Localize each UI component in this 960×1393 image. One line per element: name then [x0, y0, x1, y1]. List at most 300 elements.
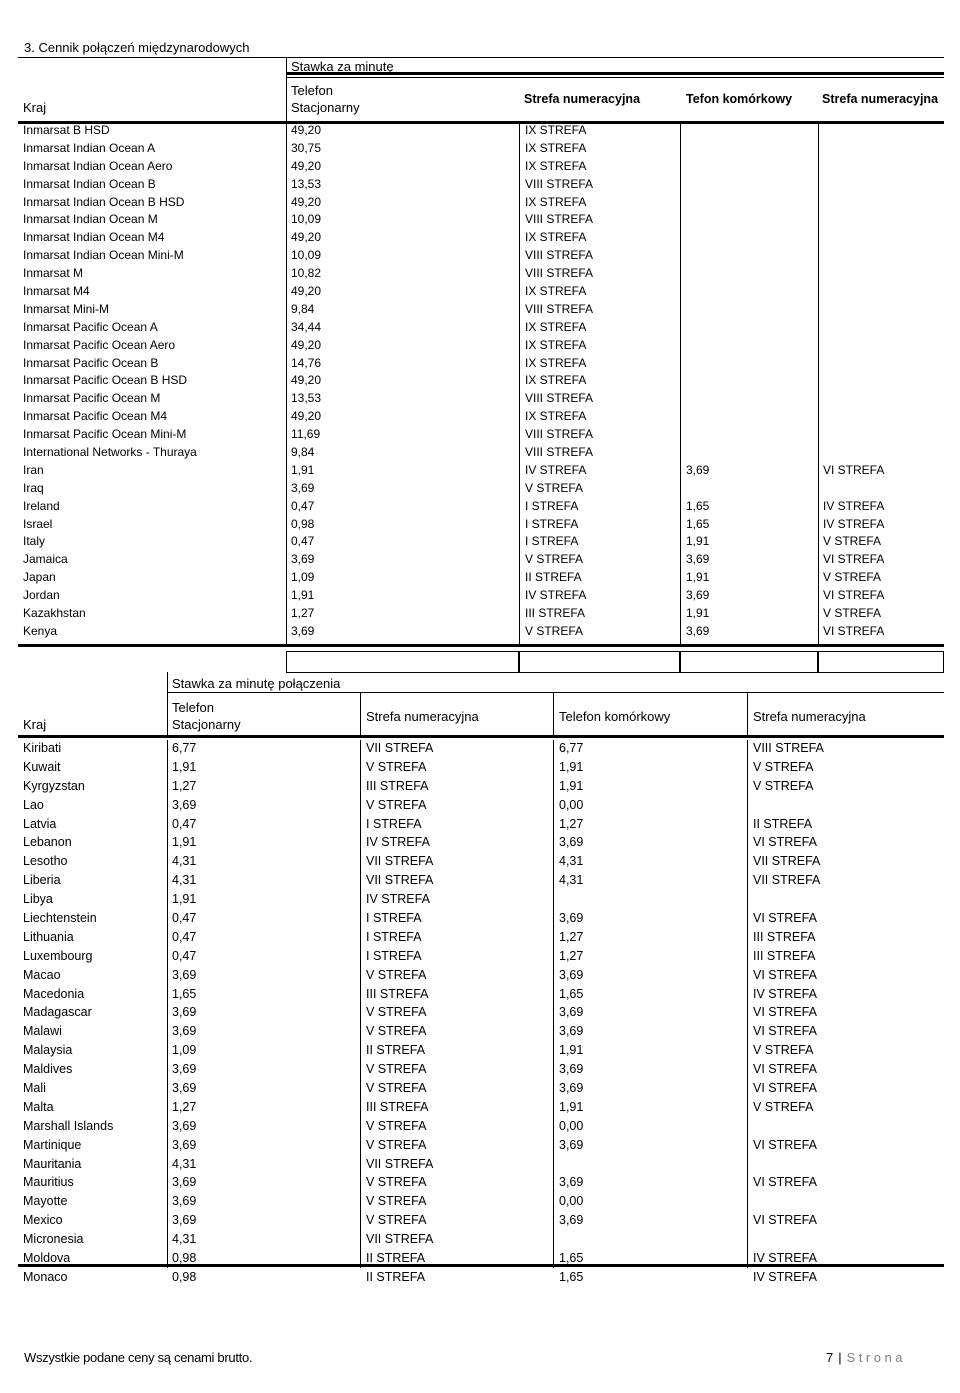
mobile-rate-cell: 6,77 [559, 741, 584, 755]
table-row [18, 587, 944, 605]
landline-zone-cell: V STREFA [525, 480, 584, 495]
mobile-zone-cell: VII STREFA [753, 873, 821, 888]
landline-rate-cell: 1,27 [291, 606, 315, 621]
mobile-zone-cell: VI STREFA [753, 1081, 817, 1096]
country-cell: Inmarsat Indian Ocean B HSD [23, 194, 185, 209]
mobile-zone-cell: VI STREFA [753, 1024, 817, 1039]
mobile-zone-cell: VI STREFA [753, 1137, 817, 1152]
table-row [18, 1137, 944, 1156]
mobile-zone-cell: VIII STREFA [753, 741, 824, 755]
landline-rate-cell: 3,69 [172, 1194, 197, 1209]
country-cell: Moldova [23, 1251, 71, 1266]
landline-zone-cell: IX STREFA [525, 158, 587, 173]
table-row [18, 1099, 944, 1118]
country-cell: Martinique [23, 1137, 82, 1152]
landline-rate-cell: 1,91 [172, 759, 197, 774]
mobile-zone-cell: VI STREFA [753, 967, 817, 982]
landline-zone-cell: IX STREFA [525, 140, 587, 155]
landline-rate-cell: 14,76 [291, 355, 322, 370]
mobile-rate-cell: 1,65 [559, 1269, 584, 1284]
landline-rate-cell: 49,20 [291, 284, 322, 299]
landline-rate-cell: 9,84 [291, 445, 315, 460]
table-row [18, 533, 944, 551]
mobile-zone-cell: V STREFA [753, 1043, 814, 1058]
country-cell: Mauritius [23, 1175, 74, 1190]
country-cell: Inmarsat Indian Ocean B [23, 176, 156, 191]
landline-rate-cell: 4,31 [172, 854, 197, 869]
landline-zone-cell: VII STREFA [366, 1156, 434, 1171]
table-row [18, 265, 944, 283]
country-cell: Inmarsat M4 [23, 284, 90, 299]
table-row [18, 1004, 944, 1023]
header-zone-landline: Strefa numeracyjna [366, 709, 479, 724]
mobile-rate-cell: 3,69 [559, 1005, 584, 1020]
landline-rate-cell: 9,84 [291, 301, 315, 316]
mobile-rate-cell: 1,91 [559, 759, 584, 774]
landline-rate-cell: 1,27 [172, 778, 197, 793]
landline-zone-cell: IX STREFA [525, 194, 587, 209]
landline-rate-cell: 3,69 [172, 1118, 197, 1133]
country-cell: Mali [23, 1081, 46, 1096]
table-row [18, 301, 944, 319]
landline-rate-cell: 4,31 [172, 1232, 197, 1247]
mobile-rate-cell: 3,69 [559, 911, 584, 926]
landline-rate-cell: 49,20 [291, 194, 322, 209]
landline-zone-cell: IV STREFA [366, 892, 430, 907]
country-cell: Macao [23, 967, 61, 982]
landline-zone-cell: II STREFA [366, 1043, 426, 1058]
header-zone-mobile: Strefa numeracyjna [753, 709, 866, 724]
mobile-rate-cell: 1,65 [686, 498, 710, 513]
landline-rate-cell: 49,20 [291, 337, 322, 352]
table-row [18, 1118, 944, 1137]
country-cell: Kenya [23, 623, 58, 638]
page-word: Strona [846, 1350, 906, 1365]
mobile-rate-cell: 3,69 [559, 1137, 584, 1152]
country-cell: Iran [23, 462, 44, 477]
landline-rate-cell: 3,69 [172, 1137, 197, 1152]
table-row [18, 1042, 944, 1061]
landline-rate-cell: 3,69 [291, 480, 315, 495]
table-row [18, 551, 944, 569]
country-cell: Iraq [23, 480, 44, 495]
country-cell: Luxembourg [23, 948, 93, 963]
landline-zone-cell: VIII STREFA [525, 445, 594, 460]
landline-zone-cell: IX STREFA [525, 355, 587, 370]
table-row [18, 1061, 944, 1080]
country-cell: Macedonia [23, 986, 85, 1001]
country-cell: Inmarsat Indian Ocean M4 [23, 230, 165, 245]
landline-zone-cell: IV STREFA [366, 835, 430, 850]
mobile-rate-cell: 1,91 [686, 534, 710, 549]
header-landline: Telefon [291, 83, 333, 98]
mobile-rate-cell: 3,69 [559, 1213, 584, 1228]
landline-rate-cell: 34,44 [291, 319, 322, 334]
landline-zone-cell: V STREFA [366, 1175, 427, 1190]
table-row [18, 408, 944, 426]
landline-rate-cell: 11,69 [291, 427, 321, 442]
table-row [18, 390, 944, 408]
landline-rate-cell: 1,91 [291, 462, 315, 477]
landline-rate-cell: 10,09 [291, 212, 322, 227]
landline-zone-cell: IX STREFA [525, 230, 587, 245]
table-row [18, 1080, 944, 1099]
country-cell: Malawi [23, 1024, 62, 1039]
table-row [18, 967, 944, 986]
landline-zone-cell: I STREFA [366, 816, 422, 831]
mobile-zone-cell: V STREFA [753, 1099, 814, 1114]
mobile-rate-cell: 1,65 [559, 986, 584, 1001]
table-row [18, 158, 944, 176]
country-cell: Inmarsat Pacific Ocean M4 [23, 409, 168, 424]
table-row [18, 498, 944, 516]
landline-zone-cell: I STREFA [525, 516, 579, 531]
landline-zone-cell: V STREFA [366, 1081, 427, 1096]
mobile-rate-cell: 1,27 [559, 929, 584, 944]
country-cell: Lesotho [23, 854, 68, 869]
country-cell: Libya [23, 892, 53, 907]
country-cell: Inmarsat Pacific Ocean M [23, 391, 161, 406]
landline-zone-cell: V STREFA [366, 1024, 427, 1039]
header-rate-per-minute: Stawka za minutę połączenia [172, 676, 341, 691]
landline-rate-cell: 3,69 [172, 797, 197, 812]
table-row [18, 372, 944, 390]
table-row [18, 1156, 944, 1175]
landline-zone-cell: VIII STREFA [525, 248, 594, 263]
table-row [18, 1212, 944, 1231]
landline-rate-cell: 0,47 [172, 911, 197, 926]
table-footer-row [18, 644, 944, 675]
table-row [18, 462, 944, 480]
table-row [18, 247, 944, 265]
landline-rate-cell: 4,31 [172, 1156, 197, 1171]
landline-rate-cell: 13,53 [291, 176, 322, 191]
landline-rate-cell: 0,47 [172, 948, 197, 963]
landline-zone-cell: II STREFA [366, 1269, 426, 1284]
landline-rate-cell: 3,69 [172, 967, 197, 982]
landline-rate-cell: 1,91 [172, 892, 197, 907]
mobile-zone-cell: VI STREFA [753, 911, 817, 926]
country-cell: Israel [23, 516, 53, 531]
header-zone-mobile: Strefa numeracyjna [822, 92, 939, 106]
landline-zone-cell: I STREFA [366, 948, 422, 963]
mobile-rate-cell: 1,91 [686, 570, 710, 585]
mobile-zone-cell: IV STREFA [753, 1269, 817, 1284]
mobile-rate-cell: 1,91 [559, 1099, 584, 1114]
table-row [18, 480, 944, 498]
price-table-2 [18, 672, 944, 1284]
landline-zone-cell: I STREFA [525, 534, 579, 549]
table-row [18, 740, 944, 759]
mobile-rate-cell: 1,27 [559, 816, 584, 831]
landline-rate-cell: 3,69 [172, 1062, 197, 1077]
table-row [18, 948, 944, 967]
table-header [18, 672, 944, 740]
table-body [18, 122, 944, 641]
landline-rate-cell: 1,09 [291, 570, 315, 585]
landline-zone-cell: V STREFA [525, 623, 584, 638]
mobile-zone-cell: V STREFA [823, 606, 882, 621]
landline-rate-cell: 49,20 [291, 158, 322, 173]
mobile-rate-cell: 3,69 [559, 835, 584, 850]
landline-rate-cell: 1,91 [291, 588, 315, 603]
country-cell: Inmarsat Pacific Ocean A [23, 319, 158, 334]
landline-rate-cell: 3,69 [291, 552, 315, 567]
mobile-rate-cell: 3,69 [686, 462, 710, 477]
landline-zone-cell: II STREFA [366, 1251, 426, 1266]
mobile-zone-cell: VII STREFA [753, 854, 821, 869]
country-cell: Madagascar [23, 1005, 92, 1020]
country-cell: Kazakhstan [23, 606, 86, 621]
mobile-zone-cell: V STREFA [823, 534, 882, 549]
table-body [18, 740, 944, 1288]
header-mobile: Telefon komórkowy [559, 709, 671, 724]
landline-zone-cell: VII STREFA [366, 873, 434, 888]
mobile-rate-cell: 1,91 [559, 778, 584, 793]
country-cell: Malaysia [23, 1043, 73, 1058]
mobile-rate-cell: 0,00 [559, 1194, 584, 1209]
mobile-zone-cell: IV STREFA [823, 516, 885, 531]
landline-zone-cell: I STREFA [525, 498, 579, 513]
country-cell: Marshall Islands [23, 1118, 114, 1133]
landline-zone-cell: III STREFA [366, 1099, 429, 1114]
page-separator: | [838, 1350, 842, 1365]
table-row [18, 194, 944, 212]
landline-zone-cell: V STREFA [366, 759, 427, 774]
table-header [18, 57, 944, 124]
landline-rate-cell: 1,65 [172, 986, 197, 1001]
country-cell: Italy [23, 534, 46, 549]
country-cell: Inmarsat Pacific Ocean B HSD [23, 373, 188, 388]
landline-zone-cell: IV STREFA [525, 588, 587, 603]
table-row [18, 319, 944, 337]
landline-zone-cell: V STREFA [366, 1062, 427, 1077]
landline-rate-cell: 49,20 [291, 373, 322, 388]
mobile-rate-cell: 3,69 [686, 552, 710, 567]
table-row [18, 1193, 944, 1212]
landline-rate-cell: 6,77 [172, 741, 197, 755]
table-row [18, 910, 944, 929]
mobile-zone-cell: VI STREFA [753, 1062, 817, 1077]
country-cell: Malta [23, 1099, 54, 1114]
country-cell: Kuwait [23, 759, 61, 774]
landline-rate-cell: 3,69 [172, 1005, 197, 1020]
table-row [18, 211, 944, 229]
header-country: Kraj [23, 100, 47, 115]
landline-rate-cell: 3,69 [291, 623, 315, 638]
page-number [826, 1350, 906, 1365]
table-row [18, 229, 944, 247]
country-cell: Ireland [23, 498, 60, 513]
mobile-rate-cell: 4,31 [559, 854, 584, 869]
landline-zone-cell: V STREFA [366, 1213, 427, 1228]
mobile-zone-cell: V STREFA [823, 570, 882, 585]
mobile-zone-cell: IV STREFA [823, 498, 885, 513]
landline-zone-cell: VII STREFA [366, 741, 434, 755]
country-cell: Kyrgyzstan [23, 778, 85, 793]
country-cell: Jamaica [23, 552, 68, 567]
landline-zone-cell: VIII STREFA [525, 391, 594, 406]
mobile-zone-cell: VI STREFA [823, 588, 885, 603]
country-cell: Mexico [23, 1213, 63, 1228]
section-title: 3. Cennik połączeń międzynarodowych [24, 40, 250, 55]
landline-zone-cell: III STREFA [525, 606, 586, 621]
country-cell: Inmarsat B HSD [23, 123, 110, 137]
table-row [18, 516, 944, 534]
landline-rate-cell: 49,20 [291, 230, 322, 245]
mobile-rate-cell: 1,91 [686, 606, 710, 621]
table-row [18, 797, 944, 816]
table-row [18, 1269, 944, 1288]
table-row [18, 929, 944, 948]
table-row [18, 140, 944, 158]
landline-zone-cell: V STREFA [366, 1118, 427, 1133]
header-zone-landline: Strefa numeracyjna [524, 92, 641, 106]
table-row [18, 122, 944, 140]
landline-rate-cell: 0,47 [291, 534, 315, 549]
table-row [18, 1174, 944, 1193]
table-row [18, 853, 944, 872]
landline-rate-cell: 3,69 [172, 1175, 197, 1190]
landline-rate-cell: 3,69 [172, 1081, 197, 1096]
mobile-rate-cell: 0,00 [559, 797, 584, 812]
footer-note: Wszystkie podane ceny są cenami brutto. [24, 1350, 253, 1365]
country-cell: Liberia [23, 873, 61, 888]
mobile-zone-cell: III STREFA [753, 929, 816, 944]
landline-zone-cell: V STREFA [366, 1194, 427, 1209]
table-row [18, 872, 944, 891]
country-cell: Inmarsat Pacific Ocean Mini-M [23, 427, 187, 442]
mobile-zone-cell: VI STREFA [823, 552, 885, 567]
landline-rate-cell: 0,98 [172, 1269, 197, 1284]
landline-rate-cell: 30,75 [291, 140, 322, 155]
landline-zone-cell: V STREFA [525, 552, 584, 567]
mobile-rate-cell: 1,91 [559, 1043, 584, 1058]
mobile-rate-cell: 3,69 [559, 1081, 584, 1096]
table-row [18, 444, 944, 462]
table-row [18, 569, 944, 587]
landline-rate-cell: 13,53 [291, 391, 322, 406]
mobile-zone-cell: VI STREFA [753, 835, 817, 850]
landline-zone-cell: V STREFA [366, 1005, 427, 1020]
landline-rate-cell: 3,69 [172, 1213, 197, 1228]
country-cell: Latvia [23, 816, 57, 831]
table-row [18, 759, 944, 778]
mobile-zone-cell: VI STREFA [753, 1005, 817, 1020]
mobile-zone-cell: III STREFA [753, 948, 816, 963]
landline-rate-cell: 3,69 [172, 1024, 197, 1039]
mobile-zone-cell: IV STREFA [753, 1251, 817, 1266]
mobile-zone-cell: VI STREFA [823, 462, 885, 477]
mobile-zone-cell: VI STREFA [753, 1213, 817, 1228]
mobile-zone-cell: II STREFA [753, 816, 813, 831]
landline-zone-cell: VIII STREFA [525, 427, 594, 442]
table-row [18, 816, 944, 835]
country-cell: Inmarsat Indian Ocean Aero [23, 158, 173, 173]
landline-rate-cell: 0,98 [291, 516, 315, 531]
landline-rate-cell: 0,47 [172, 929, 197, 944]
table-row [18, 623, 944, 641]
landline-zone-cell: I STREFA [366, 929, 422, 944]
landline-rate-cell: 4,31 [172, 873, 197, 888]
landline-zone-cell: IX STREFA [525, 409, 587, 424]
header-landline-sub: Stacjonarny [291, 100, 360, 115]
header-country: Kraj [23, 717, 47, 732]
table-row [18, 778, 944, 797]
country-cell: Monaco [23, 1269, 68, 1284]
table-row [18, 891, 944, 910]
table-row [18, 426, 944, 444]
country-cell: Liechtenstein [23, 911, 97, 926]
landline-zone-cell: VIII STREFA [525, 301, 594, 316]
country-cell: Inmarsat Indian Ocean M [23, 212, 158, 227]
country-cell: International Networks - Thuraya [23, 445, 197, 460]
landline-rate-cell: 49,20 [291, 409, 322, 424]
mobile-zone-cell: V STREFA [753, 778, 814, 793]
landline-zone-cell: V STREFA [366, 967, 427, 982]
country-cell: Lebanon [23, 835, 72, 850]
landline-rate-cell: 0,47 [172, 816, 197, 831]
landline-rate-cell: 1,27 [172, 1099, 197, 1114]
landline-zone-cell: V STREFA [366, 797, 427, 812]
country-cell: Inmarsat M [23, 266, 84, 281]
landline-zone-cell: IX STREFA [525, 373, 587, 388]
landline-zone-cell: II STREFA [525, 570, 582, 585]
header-landline-sub: Stacjonarny [172, 717, 241, 732]
landline-zone-cell: VII STREFA [366, 1232, 434, 1247]
landline-rate-cell: 10,09 [291, 248, 322, 263]
mobile-rate-cell: 3,69 [559, 1175, 584, 1190]
mobile-zone-cell: IV STREFA [753, 986, 817, 1001]
landline-zone-cell: VII STREFA [366, 854, 434, 869]
header-landline: Telefon [172, 700, 214, 715]
header-mobile: Tefon komórkowy [686, 92, 793, 106]
mobile-rate-cell: 0,00 [559, 1118, 584, 1133]
table-row [18, 1231, 944, 1250]
mobile-rate-cell: 3,69 [559, 1024, 584, 1039]
country-cell: Inmarsat Indian Ocean A [23, 140, 156, 155]
country-cell: Inmarsat Pacific Ocean B [23, 355, 159, 370]
country-cell: Inmarsat Mini-M [23, 301, 110, 316]
landline-rate-cell: 49,20 [291, 123, 322, 137]
mobile-rate-cell: 1,65 [559, 1251, 584, 1266]
country-cell: Micronesia [23, 1232, 84, 1247]
mobile-zone-cell: VI STREFA [753, 1175, 817, 1190]
price-table-1 [18, 57, 944, 643]
country-cell: Maldives [23, 1062, 73, 1077]
landline-rate-cell: 0,47 [291, 498, 315, 513]
country-cell: Lao [23, 797, 44, 812]
landline-rate-cell: 0,98 [172, 1251, 197, 1266]
mobile-rate-cell: 3,69 [686, 588, 710, 603]
country-cell: Japan [23, 570, 56, 585]
landline-zone-cell: IX STREFA [525, 319, 587, 334]
table-row [18, 986, 944, 1005]
country-cell: Kiribati [23, 741, 62, 755]
mobile-rate-cell: 1,27 [559, 948, 584, 963]
mobile-zone-cell: V STREFA [753, 759, 814, 774]
landline-zone-cell: IX STREFA [525, 284, 587, 299]
country-cell: Mayotte [23, 1194, 68, 1209]
table-row [18, 1023, 944, 1042]
table-row [18, 283, 944, 301]
page-number-value: 7 [826, 1350, 834, 1365]
landline-zone-cell: III STREFA [366, 986, 429, 1001]
landline-zone-cell: IV STREFA [525, 462, 587, 477]
table-row [18, 355, 944, 373]
country-cell: Jordan [23, 588, 60, 603]
table-row [18, 605, 944, 623]
